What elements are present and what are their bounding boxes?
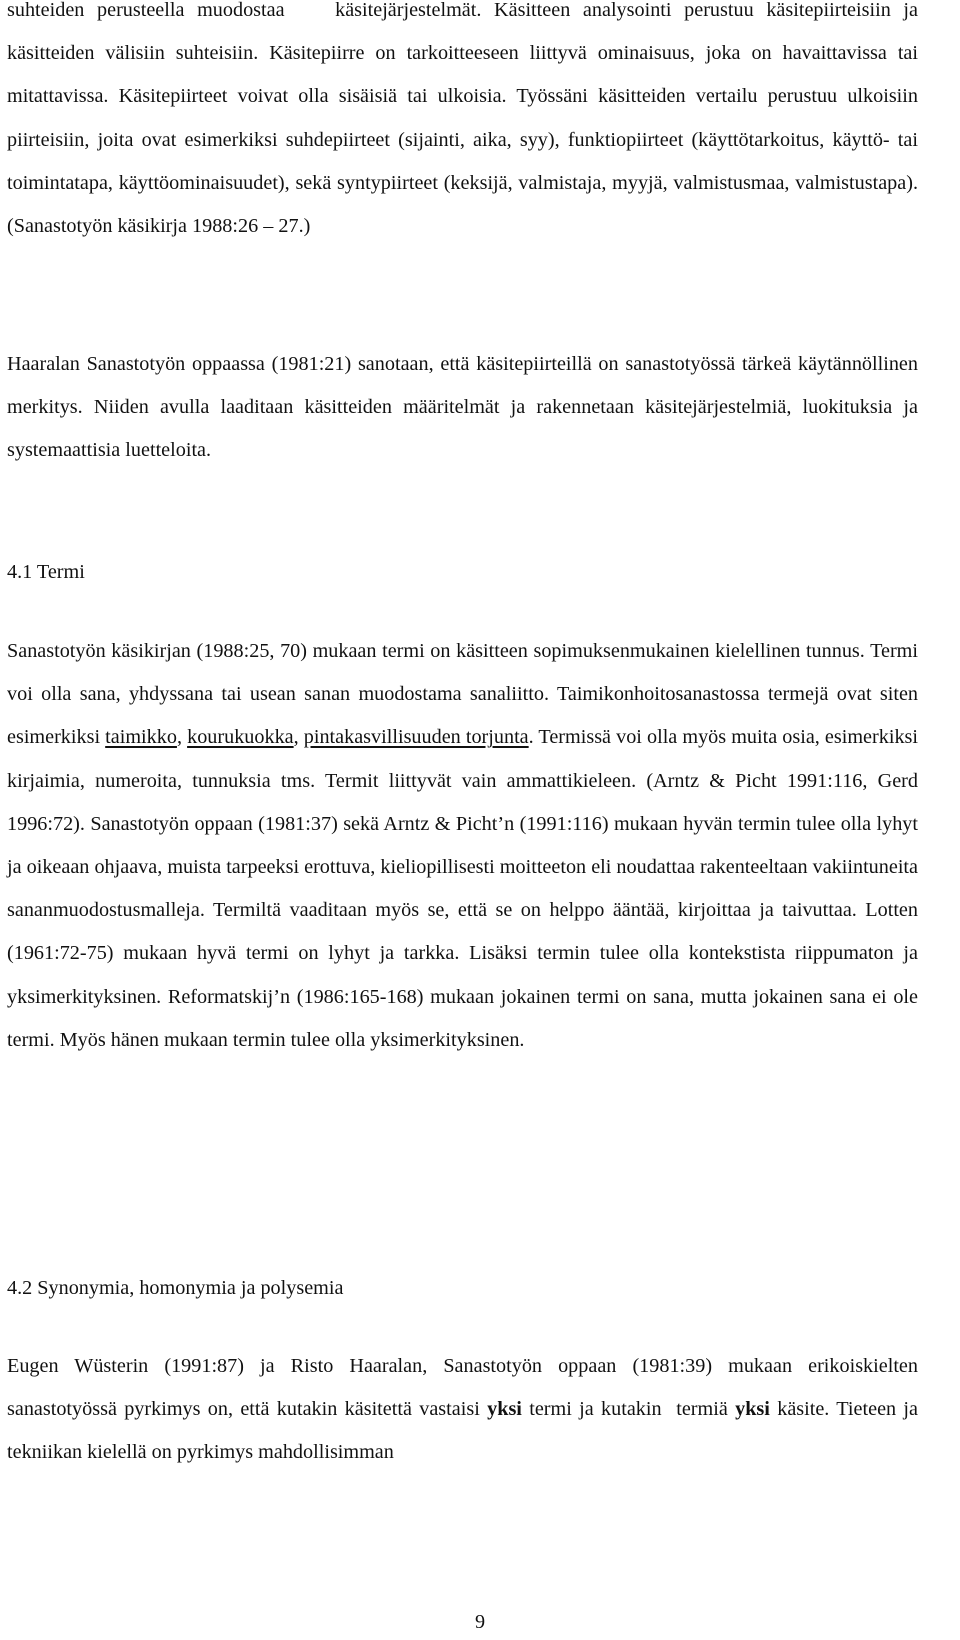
paragraph-text: Eugen Wüsterin (1991:87) ja Risto Haaralan, Sanastotyön oppaan (1981:39) mukaan erikoiskielten sanastotyössä pyrkimys on, että kutakin käsitettä vastaisi (7, 1355, 918, 1421)
bold-word: yksi (487, 1398, 522, 1421)
section-heading-termi: 4.1 Termi (7, 561, 85, 583)
paragraph-text: käsite. Tieteen ja tekniikan kielellä on pyrkimys mahdollisimman (7, 1398, 919, 1464)
paragraph-term-definition (7, 630, 918, 1062)
underlined-term: taimikko (105, 726, 177, 749)
paragraph-text: Sanastotyön käsikirjan (1988:25, 70) mukaan termi on käsitteen sopimuksenmukainen kielellinen tunnus. Termi voi olla sana, yhdyssana tai usean sanan muodostama sanaliitto. Taimikonhoitosanastossa termejä ovat siten esimerkiksi (7, 640, 918, 749)
bold-word: yksi (735, 1398, 770, 1421)
underlined-term: kourukuokka (187, 726, 294, 749)
paragraph-text: Haaralan Sanastotyön oppaassa (1981:21) sanotaan, että käsitepiirteillä on sanastotyössä tärkeä käytännöllinen merkitys. Niiden avulla laaditaan käsitteiden määritelmät ja rakennetaan käsitejärjestelmiä, luokituksia ja systemaattisia luetteloita. (7, 353, 918, 462)
paragraph-text: termi ja kutakin termiä (521, 1398, 736, 1421)
paragraph-wuster (7, 1345, 918, 1475)
paragraph-haarala (7, 343, 918, 473)
paragraph-concept-features (7, 0, 918, 248)
section-heading-synonymia: 4.2 Synonymia, homonymia ja polysemia (7, 1277, 344, 1299)
underlined-term: pintakasvillisuuden torjunta (303, 726, 529, 749)
paragraph-text: . Termissä voi olla myös muita osia, esimerkiksi kirjaimia, numeroita, tunnuksia tms. Termit liittyvät vain ammattikieleen. (Arntz & Picht 1991:116, Gerd 1996:72). Sanastotyön oppaan (1981:37) sekä Arntz & Picht’n (1991:116) mukaan hyvän termin tulee olla lyhyt ja oikeaan ohjaava, muista tarpeeksi erottuva, kieliopillisesti moitteeton eli noudattaa rakenteeltaan vakiintuneita sananmuodostusmalleja. Termiltä vaaditaan myös se, että se on helppo ääntää, kirjoittaa ja taivuttaa. Lotten (1961:72-75) mukaan hyvä termi on lyhyt ja tarkka. Lisäksi termin tulee olla kontekstista riippumaton ja yksimerkityksinen. Reformatskij’n (1986:165-168) mukaan jokainen termi on sana, mutta jokainen sana ei ole termi. Myös hänen mukaan termin tulee olla yksimerkityksinen. (7, 726, 918, 1051)
separator: , (176, 726, 188, 749)
paragraph-text: suhteiden perusteella muodostaa käsitejärjestelmät. Käsitteen analysointi perustuu käsitepiirteisiin ja käsitteiden välisiin suhteisiin. Käsitepiirre on tarkoitteeseen liittyvä ominaisuus, joka on havaittavissa tai mitattavissa. Käsitepiirteet voivat olla sisäisiä tai ulkoisia. Työssäni käsitteiden vertailu perustuu ulkoisiin piirteisiin, joita ovat esimerkiksi suhdepiirteet (sijainti, aika, syy), funktiopiirteet (käyttötarkoitus, käyttö- tai toimintatapa, käyttöominaisuudet), sekä syntypiirteet (keksijä, valmistaja, myyjä, valmistusmaa, valmistustapa). (Sanastotyön käsikirja 1988:26 – 27.) (7, 0, 918, 238)
separator: , (293, 726, 304, 749)
page-number: 9 (474, 1611, 486, 1633)
